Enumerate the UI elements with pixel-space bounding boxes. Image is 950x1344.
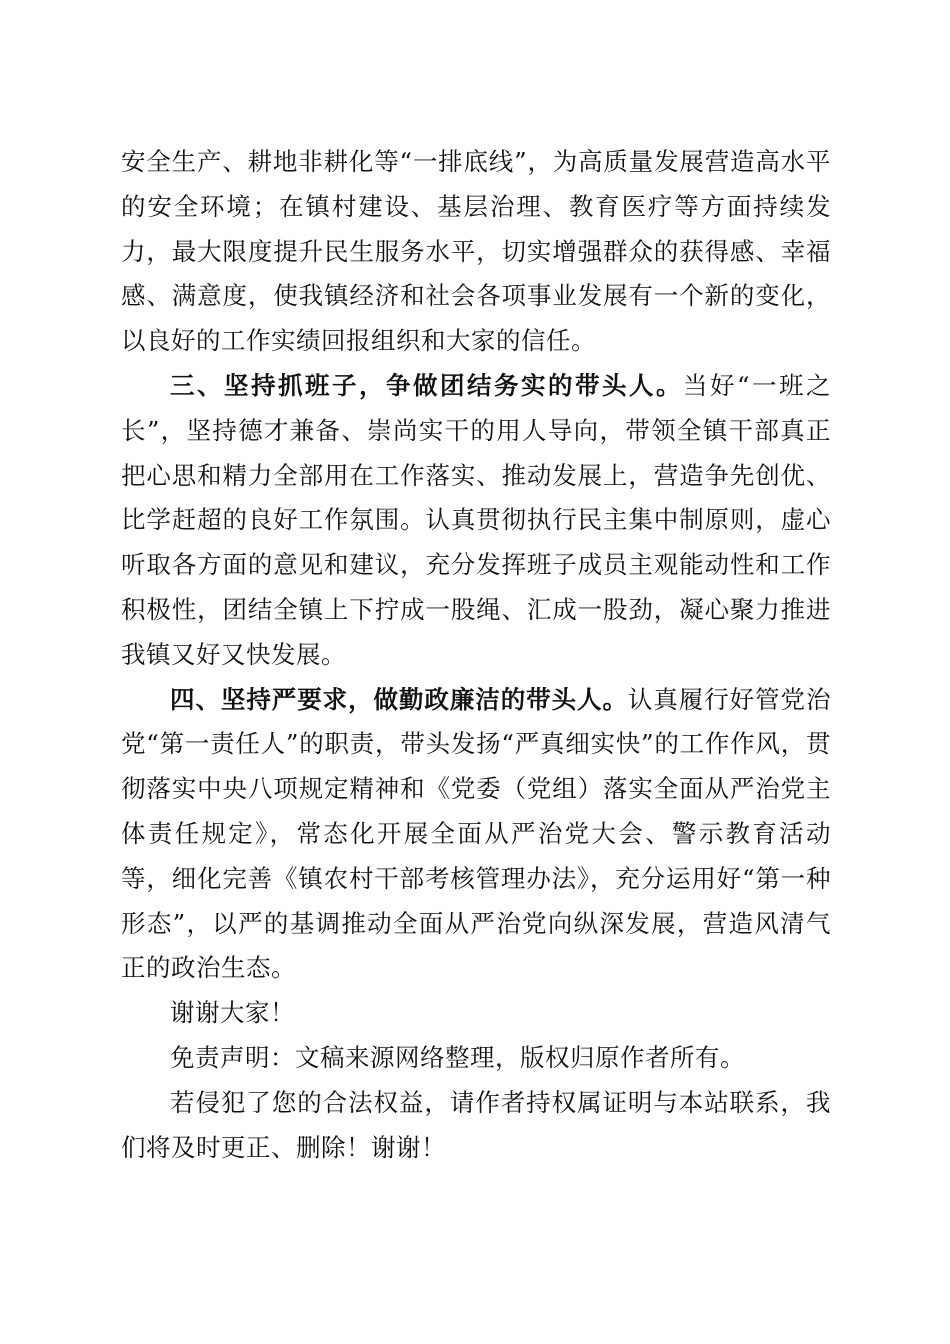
contact-notice-text: 若侵犯了您的合法权益，请作者持权属证明与本站联系，我们将及时更正、删除！谢谢！ [121, 1087, 831, 1162]
section-heading-4: 四、坚持严要求，做勤政廉洁的带头人。 [170, 684, 628, 714]
paragraph-2 [121, 364, 831, 678]
closing-thanks [121, 991, 831, 1036]
document-body [121, 140, 831, 1170]
contact-notice [121, 1081, 831, 1171]
closing-thanks-text: 谢谢大家！ [170, 998, 295, 1028]
section-heading-3: 三、坚持抓班子，争做团结务实的带头人。 [170, 370, 683, 400]
paragraph-3 [121, 678, 831, 992]
paragraph-1-text: 安全生产、耕地非耕化等“一排底线”，为高质量发展营造高水平的安全环境；在镇村建设、基层治理、教育医疗等方面持续发力，最大限度提升民生服务水平，切实增强群众的获得感、幸福感、满意度，使我镇经济和社会各项事业发展有一个新的变化，以良好的工作实绩回报组织和大家的信任。 [121, 147, 831, 356]
paragraph-1 [121, 140, 831, 364]
paragraph-2-text: 当好“一班之长”，坚持德才兼备、崇尚实干的用人导向，带领全镇干部真正把心思和精力全部用在工作落实、推动发展上，营造争先创优、比学赶超的良好工作氛围。认真贯彻执行民主集中制原则，虚心听取各方面的意见和建议，充分发挥班子成员主观能动性和工作积极性，团结全镇上下拧成一股绳、汇成一股劲，凝心聚力推进我镇又好又快发展。 [121, 370, 832, 669]
disclaimer-line [121, 1036, 831, 1081]
disclaimer-text: 免责声明：文稿来源网络整理，版权归原作者所有。 [170, 1042, 745, 1072]
paragraph-3-text: 认真履行好管党治党“第一责任人”的职责，带头发扬“严真细实快”的工作作风，贯彻落实中央八项规定精神和《党委（党组）落实全面从严治党主体责任规定》，常态化开展全面从严治党大会、警示教育活动等，细化完善《镇农村干部考核管理办法》，充分运用好“第一种形态”，以严的基调推动全面从严治党向纵深发展，营造风清气正的政治生态。 [121, 684, 832, 983]
